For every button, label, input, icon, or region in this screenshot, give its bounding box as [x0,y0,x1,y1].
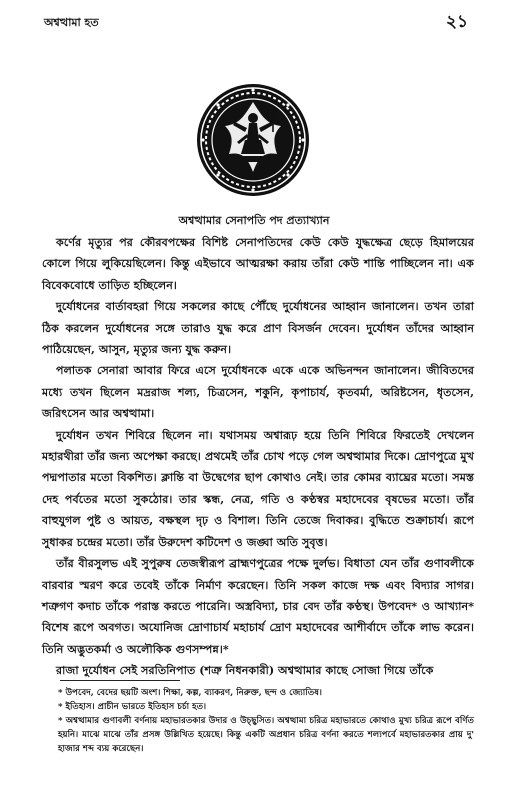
footnote: * অশ্বত্থামার গুণাবলী বর্ণনায় মহাভারতকার উদার ও উচ্ছ্বসিত। অশ্বত্থামা চরিত্র মহাভারতে কোথাও মুখ্য চরিত্র রূপে বর্ণিত হয়নি। মাঝে মাঝে তাঁর প্রসঙ্গ উল্লিখিত হয়েছে। কিন্তু একটি অপ্রধান চরিত্র বর্ণনা করতে শল্যপর্বে মহাভারতকার প্রায় দু' হাজার শব্দ ব্যয় করেছেন। [58,716,474,754]
paragraph: দুর্যোধনের বার্তাবহরা গিয়ে সকলের কাছে পৌঁছে দুর্যোধনের আহ্বান জানালেন। তখন তারা ঠিক করলেন দুর্যোধনের সঙ্গে তারাও যুদ্ধ করে প্রাণ বিসর্জন দেবেন। দুর্যোধন তাঁদের আহ্বান পাঠিয়েছেন, আসুন, মৃত্যুর জন্য যুদ্ধ করুন। [42,299,474,357]
page-number: ২১ [445,12,468,32]
chapter-title: অশ্বত্থামার সেনাপতি পদ প্রত্যাখ্যান [178,214,330,227]
deity-medallion-icon [195,82,311,198]
paragraph: দুর্যোধন তখন শিবিরে ছিলেন না। যথাসময় অশ্বারূঢ় হয়ে তিনি শিবিরে ফিরতেই দেখলেন মহারথীরা তাঁর জন্য অপেক্ষা করছে। প্রথমেই তাঁর চোখ পড়ে গেল অশ্বত্থামার দিকে। দ্রোণপুত্রে মুখ পদ্মপাতার মতো বিকশিত। ক্লান্তি বা উদ্বেগের ছাপ কোথাও নেই। তার কোমর ব্যাঘ্রের মতো। সমস্ত দেহ পর্বতের মতো সুকঠোর। তার স্কন্ধ, নেত্র, গতি ও কণ্ঠস্বর মহাদেবের বৃষভের মতো। তাঁর বাহুযুগল পুষ্ট ও আয়ত, বক্ষস্থল দৃঢ় ও বিশাল। তিনি তেজে দিবাকর। বুদ্ধিতে শুক্রাচার্য। রূপে সুধাকর চন্দ্রের মতো। তাঁর উরুদেশ কটিদেশ ও জঙ্ঘা অতি সুবৃত্ত। [42,427,474,549]
paragraph: কর্ণের মৃত্যুর পর কৌরবপক্ষের বিশিষ্ট সেনাপতিদের কেউ কেউ যুদ্ধক্ষেত্র ছেড়ে হিমালয়ের কোলে গিয়ে লুকিয়েছিলেন। কিন্তু এইভাবে আত্মরক্ষা করায় তাঁরা কেউ শান্তি পাচ্ছিলেন না। এক বিবেকবোধে তাড়িত হচ্ছিলেন। [42,235,474,292]
footnote-divider [60,680,180,681]
footnote: * উপবেদ, বেদের ছয়টি অংশ। শিক্ষা, কল্প, ব্যাকরণ, নিরুক্ত, ছন্দ ও জ্যোতিষ। [58,688,322,698]
footnotes [58,686,474,756]
paragraph: তাঁর বীরসুলভ এই সুপুরুষ তেজস্বীরূপ ব্রাহ্মণপুত্রের পক্ষে দুর্লভ। বিধাতা যেন তাঁর গুণাবলীকে বারবার স্মরণ করে তবেই তাঁকে নির্মাণ করেছেন। তিনি সকল কাজে দক্ষ এবং বিদ্যার সাগর। শত্রুগণ কদাচ তাঁকে পরাস্ত করতে পারেনি। অস্ত্রবিদ্যা, চার বেদ তাঁর কণ্ঠস্থ। উপবেদ* ও আখ্যান* বিশেষ রূপে অবগত। অযোনিজ দ্রোণাচার্য মহাচার্য দ্রোণ মহাদেবের আশীর্বাদে তাঁকে লাভ করেন। তিনি অদ্ভুতকর্মা ও অলৌকিক গুণসম্পন্ন।* [42,556,474,656]
body-text [42,232,474,682]
paragraph: পলাতক সেনারা আবার ফিরে এসে দুর্যোধনকে একে একে অভিনন্দন জানালেন। জীবিতদের মধ্যে তখন ছিলেন মদ্ররাজ শল্য, চিত্রসেন, শকুনি, কৃপাচার্য, কৃতবর্মা, অরিষ্টসেন, ধৃতসেন, জরিৎসেন আর অশ্বত্থামা। [42,363,474,421]
paragraph: রাজা দুর্যোধন সেই সরতিনিপাত (শত্রু নিধনকারী) অশ্বত্থামার কাছে সোজা গিয়ে তাঁকে [56,663,434,678]
footnote: * ইতিহাস। প্রাচীন ভারতে ইতিহাস চর্চা হত। [58,702,207,712]
running-title: অশ্বত্থামা হত [44,16,99,29]
